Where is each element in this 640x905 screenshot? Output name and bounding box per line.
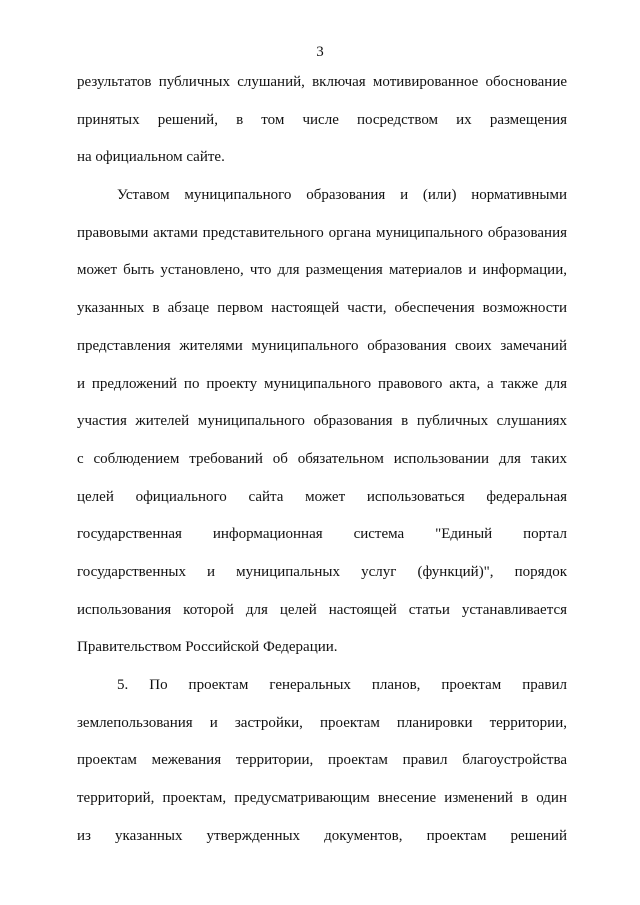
text-line: Уставом муниципального образования и (или) нормативными	[117, 187, 567, 204]
text-line: Правительством Российской Федерации.	[77, 639, 338, 656]
page-number: 3	[316, 44, 324, 60]
text-line: территорий, проектам, предусматривающим внесение изменений в один	[77, 790, 567, 807]
text-line: правовыми актами представительного органа муниципального образования	[77, 224, 567, 241]
text-line: 5. По проектам генеральных планов, проектам правил	[117, 677, 567, 693]
text-line: использования которой для целей настоящей статьи устанавливается	[77, 601, 567, 618]
text-line: принятых решений, в том числе посредством их размещения	[77, 111, 567, 128]
text-line: результатов публичных слушаний, включая мотивированное обоснование	[77, 74, 567, 90]
text-line: государственная информационная система "Единый портал	[77, 526, 567, 543]
text-line: на официальном сайте.	[77, 149, 225, 166]
text-line: представления жителями муниципального образования своих замечаний	[77, 337, 567, 354]
text-line: может быть установлено, что для размещения материалов и информации,	[77, 262, 567, 279]
text-line: из указанных утвержденных документов, проектам решений	[77, 827, 567, 844]
text-line: и предложений по проекту муниципального правового акта, а также для	[77, 375, 567, 392]
document-body	[77, 64, 567, 855]
text-line: землепользования и застройки, проектам планировки территории,	[77, 714, 567, 731]
text-line: проектам межевания территории, проектам правил благоустройства	[77, 752, 567, 769]
paragraph-item-5	[77, 667, 567, 855]
text-line: участия жителей муниципального образования в публичных слушаниях	[77, 413, 567, 430]
paragraph-charter	[77, 177, 567, 667]
text-line: целей официального сайта может использоваться федеральная	[77, 488, 567, 505]
text-line: с соблюдением требований об обязательном использовании для таких	[77, 450, 567, 467]
paragraph-continuation	[77, 64, 567, 177]
text-line: указанных в абзаце первом настоящей части, обеспечения возможности	[77, 300, 567, 317]
text-line: государственных и муниципальных услуг (функций)", порядок	[77, 563, 567, 580]
